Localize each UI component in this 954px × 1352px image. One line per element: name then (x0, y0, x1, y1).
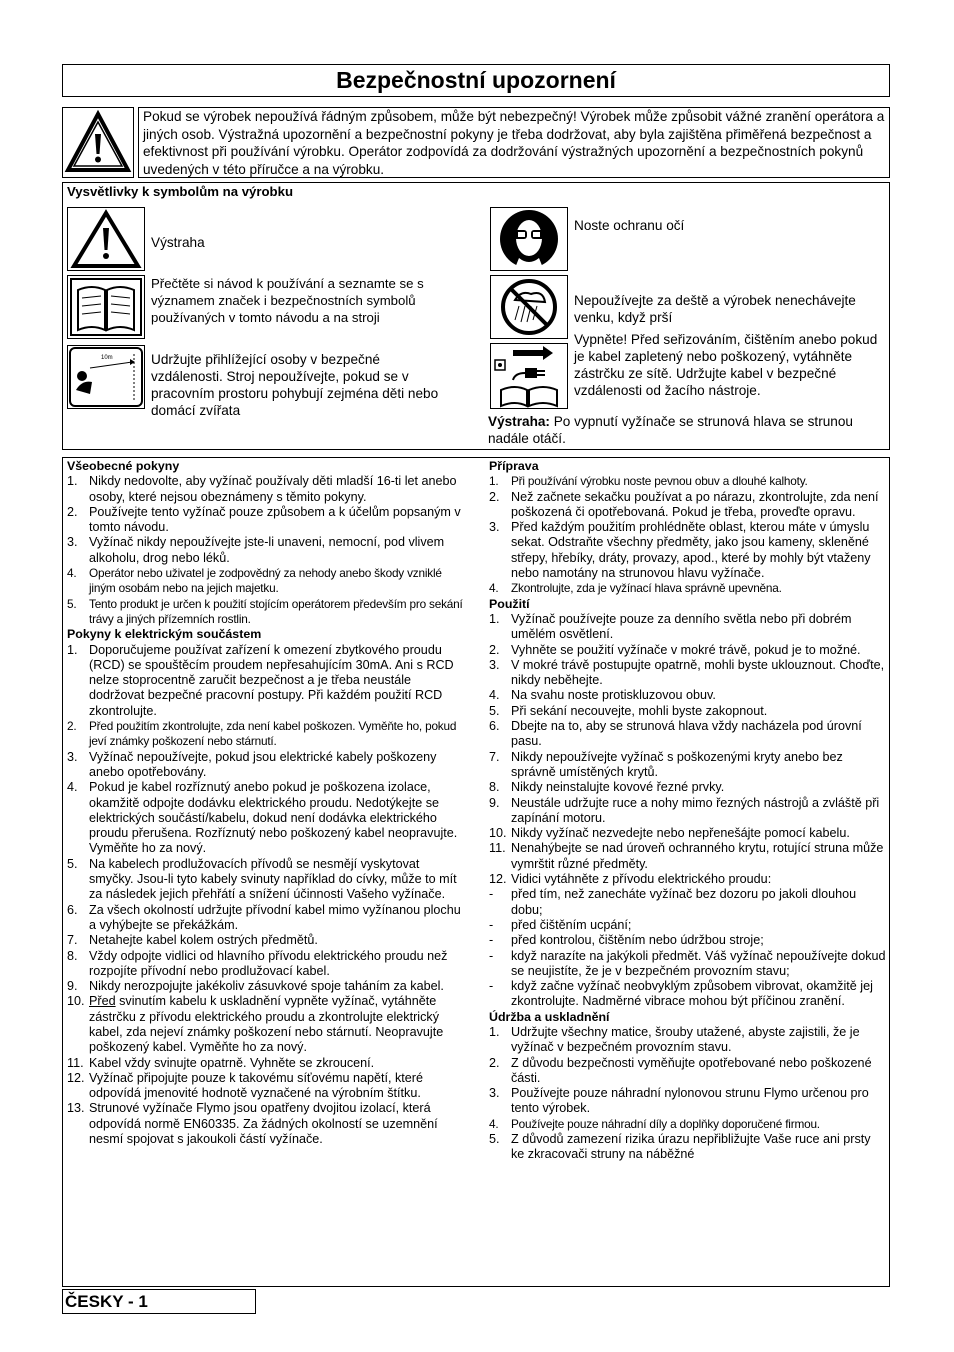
list-item: 1. Doporučujeme používat zařízení k omezení zbytkového proudu (RCD) se spouštěcím proudem nepřesahujícím 30mA. Ani s RCD nelze stoprocentně zaručit bezpečnost a je třeba neustále dodržovat bezpečné pracovní postupy. Při každém použití RCD zkontrolujte. (67, 642, 454, 718)
list-item: 1. Při používání výrobku noste pevnou obuv a dlouhé kalhoty. (489, 474, 808, 489)
list-item: 5. Při sekání necouvejte, mohli byste zakopnout. (489, 703, 768, 718)
keep-bystanders-away-icon (67, 345, 145, 409)
list-item: 4. Na svahu noste protiskluzovou obuv. (489, 688, 716, 703)
page-footer: ČESKY - 1 (62, 1289, 256, 1314)
list-item: 2. Vyhněte se použití vyžínače v mokré trávě, pokud je to možné. (489, 642, 861, 657)
list-item: 9. Nikdy nerozpojujte jakékoliv zásuvkové spoje taháním za kabel. (67, 979, 444, 994)
list-item: 4. Pokud je kabel rozříznutý anebo pokud je poškozena izolace, okamžitě odpojte dodávku elektrického proudu. Nedotýkejte se elektrických součástí/kabelu, dokud není dodávka elektrického proudu přerušena. Rozříznutý nebo poškozený kabel neopravujte. Vyměňte ho za nový. (67, 780, 458, 856)
symbols-section (62, 182, 890, 450)
unplug-icon (490, 343, 568, 409)
list-item: 8. Vždy odpojte vidlici od hlavního přívodu elektrického proudu než rozpojíte přívodní nebo prodlužovací kabel. (67, 948, 448, 978)
instructions-section (62, 457, 890, 1287)
symbol-bystanders-text: Udržujte přihlížející osoby v bezpečné vzdálenosti. Stroj nepoužívejte, pokud se v pracovním prostoru pohybují zejména děti nebo domácí zvířata (151, 352, 439, 418)
list-item: 1. Nikdy nedovolte, aby vyžínač používaly děti mladší 16-ti let anebo osoby, které nejsou obeznámeny s těmito pokyny. (67, 474, 457, 504)
eye-protection-icon (490, 207, 568, 271)
list-item: 2. Používejte tento vyžínač pouze způsobem a k účelům popsaným v tomto návodu. (67, 504, 461, 535)
list-item: 11. Nenahýbejte se nad úroveň ochranného krytu, rotující struna může vymrštit různé předměty. (489, 841, 884, 871)
preparation-heading: Příprava (489, 459, 539, 473)
use-list (489, 612, 887, 1010)
maintenance-list (489, 1025, 887, 1163)
list-item: 5. Na kabelech prodlužovacích přívodů se nesmějí vyskytovat smyčky. Jsou-li tyto kabely svinuty například do cívky, může to mít za následek jejich přehřátí a snížení účinnosti Vašeho vyžínače. (67, 856, 457, 902)
list-item: - před tím, než zanecháte vyžínač bez dozoru po jakoli dlouhou dobu; (489, 887, 857, 917)
list-item: 1. Udržujte všechny matice, šrouby utažené, abyste zajistili, že je vyžínač v bezpečném provozním stavu. (489, 1024, 860, 1055)
list-item: 6. Za všech okolností udržujte přívodní kabel mimo vyžínanou plochu a vyhýbejte se překážkám. (67, 902, 461, 932)
list-item: 2. Z důvodu bezpečnosti vyměňujte opotřebované nebo poškozené části. (489, 1055, 872, 1085)
list-item: 9. Neustále udržujte ruce a nohy mimo řezných nástrojů a zvláště při zapínání motoru. (489, 795, 880, 825)
symbol-rain-text: Nepoužívejte za deště a výrobek nenechávejte venku, když prší (574, 293, 856, 325)
use-heading: Použití (489, 596, 530, 611)
list-item: 10. Nikdy vyžínač nezvedejte nebo nepřenešájte pomocí kabelu. (489, 826, 850, 841)
warning-symbol-icon (67, 207, 145, 271)
list-item: 4. Používejte pouze náhradní díly a doplňky doporučené firmou. (489, 1116, 820, 1131)
list-item: 8. Nikdy neinstalujte kovové řezné prvky. (489, 780, 725, 795)
list-item: 11. Kabel vždy svinujte opatrně. Vyhněte se zkroucení. (67, 1055, 375, 1070)
intro-warning-text: Pokud se výrobek nepoužívá řádným způsobem, může být nebezpečný! Výrobek může způsobit vážné zranění operátora a jiných osob. Výstražná upozornění a bezpečnostní pokyny je třeba dodržovat, aby byla zajištěna přiměřená bezpečnost a efektivnost při používání výrobku. Operátor zodpovídá za dodržování výstražných upozornění a bezpečnostních pokynů uvedených v této příručce a na výrobku. (138, 107, 890, 178)
general-heading: Všeobecné pokyny (67, 459, 180, 473)
maintenance-heading: Údržba a uskladnění (489, 1009, 610, 1024)
list-item: 6. Dbejte na to, aby se strunová hlava vždy nacházela pod úrovní pasu. (489, 719, 862, 749)
no-rain-icon (490, 275, 568, 339)
list-item: 3. Vyžínač nikdy nepoužívejte jste-li unaveni, nemocní, pod vlivem alkoholu, drog nebo léků. (67, 535, 445, 565)
read-manual-icon (67, 275, 145, 339)
preparation-list (489, 474, 887, 596)
list-item: 13. Strunové vyžínače Flymo jsou opatřeny dvojitou izolací, která odpovídá normě EN60335. Za žádných okolností se uzemnění nesmí spojovat s jakoukoli částí vyžínače. (67, 1101, 438, 1147)
list-item: 3. Používejte pouze náhradní nylonovou strunu Flymo určenou pro tento výrobek. (489, 1086, 869, 1116)
symbols-heading: Vysvětlivky k symbolům na výrobku (67, 184, 293, 199)
symbol-spin-warning (488, 413, 888, 447)
electrical-heading: Pokyny k elektrickým součástem (67, 627, 262, 642)
list-item: 3. Vyžínač nepoužívejte, pokud jsou elektrické kabely poškozeny anebo opotřebovány. (67, 749, 437, 779)
symbol-manual-text: Přečtěte si návod k používání a seznamte se s významem značek i bezpečnostních symbolů používaných v tomto návodu a na stroji (151, 276, 424, 325)
list-item: 12. Vidici vytáhněte z přívodu elektrického proudu: (489, 872, 772, 887)
list-item: 3. V mokré trávě postupujte opatrně, mohli byste uklouznout. Choďte, nikdy neběhejte. (489, 657, 885, 688)
symbol-eye-text: Noste ochranu očí (574, 218, 685, 233)
general-list (67, 474, 467, 627)
symbol-warning-text: Výstraha (151, 235, 205, 250)
list-item: 7. Netahejte kabel kolem ostrých předmětů. (67, 933, 318, 948)
warning-triangle-icon (62, 107, 134, 178)
list-item: 4. Zkontrolujte, zda je vyžínací hlava správně upevněna. (489, 581, 782, 596)
list-item: 7. Nikdy nepoužívejte vyžínač s poškozenými kryty anebo bez správně umístěných krytů. (489, 749, 843, 779)
page-title: Bezpečnostní upozornení (62, 64, 890, 97)
bystanders-distance-label: 10m (101, 355, 113, 361)
list-item: 5. Tento produkt je určen k použití stojícím operátorem především pro sekání trávy a jiných přízemních rostlin. (67, 596, 463, 626)
symbol-unplug-text: Vypněte! Před seřizováním, čištěním anebo pokud je kabel zapletený nebo poškozený, vytáhněte zástrčku ze sítě. Udržujte kabel v bezpečné vzdálenosti od žacího nástroje. (574, 332, 878, 398)
list-item: 12. Vyžínač připojujte pouze k takovému síťovému napětí, které odpovídá jmenovité hodnotě vyznačené na výrobním štítku. (67, 1070, 423, 1101)
list-item: - když začne vyžínač neobvyklým způsobem vibrovat, okamžitě jej zkontrolujte. Nadměrné vibrace mohou být příčinou zranění. (489, 979, 873, 1009)
list-item: 5. Z důvodů zamezení rizika úrazu nepřibližujte Vaše ruce ani prsty ke zkracovači struny na náběžné (489, 1132, 871, 1162)
list-item: 2. Než začnete sekačku používat a po nárazu, zkontrolujte, zda není poškozená či opotřebovaná. Pokud je třeba, proveďte opravu. (489, 489, 879, 519)
list-item: 10. Před svinutím kabelu k uskladnění vypněte vyžínač, vytáhněte zástrčku z přívodu elektrického proudu a zkontrolujte elektrický kabel, zda nejeví známky poškození nebo stárnutí. Neopravujte poškozený kabel. Vyměňte ho za nový. (67, 994, 444, 1055)
list-item: 2. Před použitím zkontrolujte, zda není kabel poškozen. Vyměňte ho, pokud jeví známky poškození nebo stárnutí. (67, 719, 457, 749)
electrical-list (67, 643, 467, 1148)
list-item: - když narazíte na jakýkoli předmět. Váš vyžínač nepoužívejte dokud se neujistíte, že je v bezpečném provozním stavu; (489, 948, 886, 978)
symbol-spin-text: Po vypnutí vyžínače se strunová hlava se strunou nadále otáčí. (488, 414, 853, 446)
list-item: 3. Před každým použitím prohlédněte oblast, kterou máte v úmyslu sekat. Odstraňte všechny předměty, jako jsou kameny, skleněné střepy, hřebíky, dráty, provazy, apod., které by mohly být vtaženy nebo namotány na strunovou hlavu vyžínače. (489, 520, 871, 581)
list-item: 4. Operátor nebo uživatel je zodpovědný za nehody anebo škody vzniklé jiným osobám nebo na jejich majetku. (67, 566, 442, 596)
list-item: - před čištěním ucpání; (489, 917, 632, 932)
left-column (67, 459, 467, 1147)
right-column (489, 459, 887, 1163)
symbol-spin-label: Výstraha: (488, 414, 550, 429)
list-item: 1. Vyžínač používejte pouze za denního světla nebo při dobrém umělém osvětlení. (489, 611, 852, 642)
list-item: - před kontrolou, čištěním nebo údržbou stroje; (489, 933, 764, 948)
